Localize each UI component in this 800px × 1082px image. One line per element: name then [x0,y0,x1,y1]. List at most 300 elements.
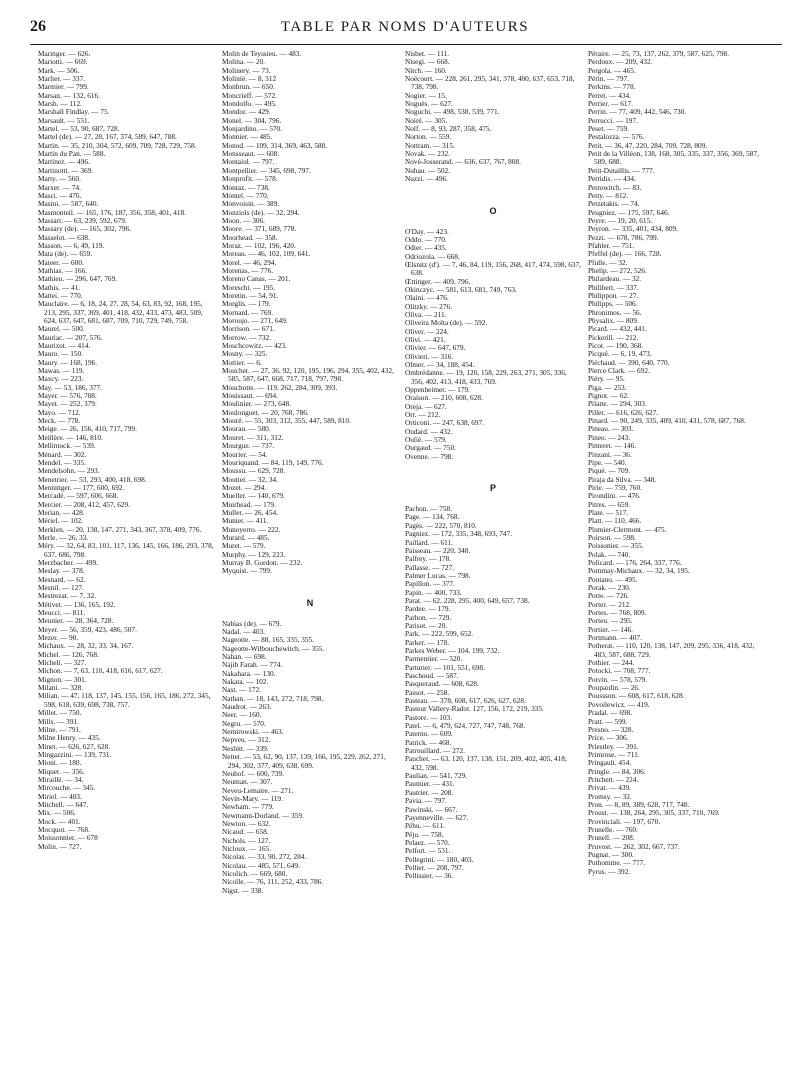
index-entry: Mateer. — 600. [38,257,84,267]
index-entry: Olivi. — 421. [405,334,446,344]
index-entry: Monel. — 304, 796. [222,115,282,125]
index-entry: Meck. — 778. [38,416,81,426]
index-entry: Patrouillard. — 272. [405,746,465,756]
index-entry: Peyron. — 335, 401, 434, 809. [588,224,678,234]
index-entry: Neer. — 160. [222,710,262,720]
index-entry: Pinteret. — 146. [588,441,637,451]
index-entry: Morrow. — 732. [222,332,271,342]
index-entry: Poissonier. — 355. [588,541,644,551]
index-entry: Martel (de). — 27, 28, 167, 374, 589, 647, 788. [38,132,177,142]
index-entry: Martel. — 53, 90, 687, 728. [38,124,120,134]
index-entry: Pfulle. — 32. [588,257,628,267]
index-entry: Molin de Teyssieu. — 483. [222,50,302,58]
index-entry: Nevin-Mary. — 119. [222,793,283,803]
index-entry: Mourier. — 54. [222,449,268,459]
index-entry: Mouré. — 55, 303, 312, 355, 447, 589, 810. [222,416,351,426]
index-entry: Pirondini. — 476. [588,491,641,501]
index-entry: Mauro. — 150. [38,349,83,359]
index-entry: Nakahara. — 130. [222,668,276,678]
index-entry: Moissonnier. — 678 [38,833,98,843]
index-entry: Presno. — 328. [588,724,634,734]
index-entry: Nemirowski. — 463. [222,727,284,737]
index-entry: Mitchell. — 647. [38,799,89,809]
index-entry: Masselot. — 638. [38,232,90,242]
index-entry: Moulinier. — 273, 648. [222,399,291,409]
index-entry: Mignon. — 301. [38,674,87,684]
index-entry: Pratt. — 599. [588,716,628,726]
index-entry: Paisseau. — 220, 348. [405,545,471,555]
index-entry: Massart. — 63, 239, 592, 679. [38,215,127,225]
index-entry: Masson. — 6, 49, 119. [38,240,105,250]
section-letter: N [306,597,314,608]
header-rule [30,44,782,45]
index-entry: Pradal. — 698. [588,708,633,718]
index-entry: Moncrieff. — 572. [222,90,277,100]
index-entry: Muret. — 579. [222,541,266,551]
index-entry: Oreja. — 627. [405,401,447,411]
index-entry: Mellintock. — 539. [38,441,96,451]
index-entry: Mouchet. — 27, 36, 92, 120, 195, 196, 294, 355, 402, 432, 585, 587, 647, 668, 717, 718, 797, 798. [222,366,394,384]
index-entry: Montel. — 770. [222,190,269,200]
index-entry: Pellegrini. — 180, 403. [405,854,474,864]
index-entry: Ménard. — 302. [38,449,87,459]
index-entry: Physalix. — 809. [588,316,639,325]
index-entry: Novak. — 232. [405,149,450,159]
index-entry: Portier. — 146. [588,624,633,634]
index-entry: Noëcourt. — 228, 261, 295, 341, 378, 400, 637, 653, 718, 738, 798. [405,74,575,92]
index-entry: Perrier. — 617. [588,99,633,109]
index-entry: Paillard. — 611. [405,537,453,547]
index-entry: Phronimos. — 56. [588,307,642,317]
index-entry: Pasteur Vallery-Radot. 127, 156, 172, 219, 335. [405,704,544,714]
index-entry: Michel. — 126, 768. [38,649,99,659]
index-entry: Parkes Weber. — 104, 199, 732. [405,645,500,655]
index-entry: Monziols (de). — 32, 294. [222,207,300,217]
index-entry: Newton. — 632. [222,818,271,828]
index-entry: Micheli. — 327. [38,658,87,668]
index-entry: Muirhead. — 179. [222,499,276,509]
index-entry: Moreno Canas. — 201. [222,274,291,284]
index-entry: Philipps. — 506. [588,299,638,309]
index-entry: Potvin. — 578, 579. [588,674,648,684]
index-entry: Privat. — 439. [588,783,631,793]
index-entry: Nigst. — 338. [222,885,264,895]
index-entry: Patrick. — 468. [405,737,452,747]
index-entry: Méry. — 32, 64, 83, 101, 117, 136, 145, 166, 186, 293, 378, 637, 686, 798. [38,541,214,559]
index-entry: Pirie. — 759, 760. [588,482,642,492]
index-entry: Molinery. — 73. [222,65,271,75]
index-entry: Mendel. — 335. [38,457,86,467]
index-entry: Pinzani. — 36. [588,449,632,459]
index-entry: Myquist. — 799. [222,566,272,576]
index-entry: Moschcowitz. — 423. [222,341,287,351]
index-entry: Mauclaire. — 6, 18, 24, 27, 28, 54, 63, 83, 92, 168, 195, 213, 295, 337, 369, 401, 418, 432, 433, 473, 483, 509, 624, 637, 647, 681, 687, 709, 710, 729, 749, 758. [38,299,203,325]
index-entry: Najib Farah. — 774. [222,660,283,670]
index-entry: Oudard. — 432. [405,426,453,436]
index-entry: Merle. — 26, 33. [38,532,89,542]
index-entry: Marmier. — 799. [38,82,89,92]
index-entry: Primrose. — 711. [588,749,640,759]
index-entry: Miraillé. — 34. [38,774,84,784]
index-entry: Pron. — 8, 89, 389, 628, 717, 748. [588,799,690,809]
index-entry: Monsseaut. — 608. [222,149,280,159]
index-entry: Marsh. — 112. [38,99,82,109]
index-entry: Martinotti. — 369. [38,165,94,175]
index-entry: Mestrezat. — 7, 32. [38,591,96,601]
index-entry: Norton. — 559. [405,132,452,142]
index-entry: Moutier. — 32, 34. [222,474,278,484]
index-entry: Pezzi. — 678, 786, 799. [588,232,659,242]
index-entry: Masmonteil. — 165, 176, 187, 356, 358, 401, 418. [38,207,186,217]
index-entry: Parmentier. — 520. [405,654,463,664]
index-entry: Murray B. Gordon. — 232. [222,557,303,567]
index-entry: Morenas. — 776. [222,265,274,275]
section-letter: O [489,205,497,216]
index-entry: Mercadé. — 597, 606, 668. [38,491,119,501]
index-entry: Plate. — 517. [588,507,629,517]
index-entry: Pilatte. — 294, 303. [588,399,647,409]
index-entry: Martin du Pan. — 588. [38,149,106,159]
index-entry: Petit. — 36, 47, 220, 284, 709, 728, 809. [588,140,708,150]
index-entry: Pagniez. — 172, 335, 348, 693, 747. [405,529,513,539]
index-entry: Priestley. — 391. [588,741,639,751]
index-entry: Nabias (de). — 679. [222,618,282,628]
index-entry: Petridis. — 434. [588,174,636,184]
index-entry: Olaini. — 476. [405,293,449,303]
page-title: TABLE PAR NOMS D'AUTEURS [280,19,530,35]
index-entry: Menetrier. — 53, 293, 400, 418, 698. [38,474,147,484]
index-entry: Moore. — 371, 689, 778. [222,224,297,234]
index-entry: Marsan. — 132, 616. [38,90,101,100]
index-entry: Michaux. — 28, 32, 33, 34, 167. [38,641,134,651]
index-entry: Piga. — 253. [588,382,627,392]
index-entry: Michon. — 7, 63, 110, 418, 616, 617, 627. [38,666,163,676]
index-column-2 [222,50,398,1078]
index-entry: Ourgaud. — 750. [405,443,456,453]
page-header [30,16,780,38]
index-entry: Pritchett. — 224. [588,774,639,784]
index-entry: Pugnat. — 300. [588,850,634,859]
index-entry: Mouissaut. — 694. [222,391,278,401]
index-entry: Pastore. — 103. [405,712,453,722]
index-entry: Péhu. — 611. [405,821,445,831]
index-entry: Morrison. — 671. [222,324,275,334]
index-entry: Nuhau. — 502. [405,165,450,175]
index-entry: Nageotte. — 88, 165, 335, 355. [222,635,315,645]
index-entry: Perrucci. — 197. [588,115,638,125]
index-entry: Moon. — 306. [222,215,265,225]
index-entry: Peyre. — 19, 20, 615. [588,215,653,225]
index-entry: Oppenheimer. — 179. [405,385,470,395]
index-entry: Oliva. — 211. [405,309,447,319]
index-entry: Perrin. — 77, 409, 442, 546, 730. [588,107,687,117]
index-entry: Mondolfo. — 495. [222,99,277,109]
index-entry: Philardeau. — 32. [588,274,642,284]
index-entry: Murphy. — 129, 223. [222,549,286,559]
index-entry: Nathan. — 18, 143, 272, 718, 798. [222,693,324,703]
index-entry: Meyer. — 56, 359, 423, 486, 507. [38,624,137,634]
index-entry: Périn. — 797. [588,74,629,84]
index-entry: Mix. — 506. [38,808,76,818]
index-entry: Petzetakis. — 74. [588,199,640,209]
index-entry: Menninger. — 177, 600, 692. [38,482,125,492]
index-entry: Papin. — 400, 733. [405,587,462,597]
index-entry: Ombrédanne. — 19, 120, 158, 229, 263, 271, 305, 336, 356, 402, 413, 418, 433, 769. [405,368,567,386]
index-entry: Pineau. — 303. [588,424,634,434]
index-entry: Pellissier. — 36. [405,871,454,881]
index-entry: Pignot. — 62. [588,391,629,401]
index-entry: Pontano. — 495. [588,574,638,584]
index-entry: Monnier. — 485. [222,132,273,142]
index-entry: Moulonguet. — 20, 768, 786. [222,407,309,417]
index-entry: Pautrier. — 208. [405,787,454,797]
index-entry: Passot. — 258. [405,687,450,697]
index-entry: Povoilewicz. — 419. [588,699,650,709]
index-entry: Mourau. — 580. [222,424,271,434]
index-entry: Milne Henry. — 435. [38,733,101,743]
index-entry: Pringault. 454. [588,758,632,768]
index-entry: Moorhead. — 358. [222,232,278,242]
index-entry: Parturier. — 101, 551, 698. [405,662,485,672]
index-entry: Mills. — 391. [38,716,79,726]
index-entry: Mendelsohn. — 293. [38,466,100,476]
index-entry: Provinciali. — 197, 670. [588,816,661,826]
index-entry: Milian. — 47, 118, 137, 145, 155, 156, 165, 186, 272, 345, 598, 618, 639, 698, 738, 757. [38,691,211,709]
index-entry: Molin. — 727. [38,841,82,851]
index-entry: Moreau. — 46, 102, 109, 641. [222,249,311,259]
index-entry: Piraja da Silva. — 348. [588,474,657,484]
index-entry: Murard. — 485. [222,532,270,542]
index-entry: Peugniez. — 175, 597, 646. [588,207,670,217]
index-entry: Olivieri. — 316. [405,351,454,361]
index-entry: Moraz. — 102, 196, 420. [222,240,296,250]
index-entry: Perkins. — 778. [588,82,636,92]
index-entry: Promsy. — 32. [588,791,632,801]
index-entry: Nolf. — 8, 93, 287, 358, 475. [405,124,492,134]
index-entry: Proust. — 138, 264, 295, 305, 337, 710, 769. [588,808,720,818]
index-entry: Poirson. — 598. [588,532,636,542]
index-entry: Noiré. — 305. [405,115,448,125]
index-entry: Milne. — 791. [38,724,81,734]
index-entry: Paschoud. — 587. [405,671,459,680]
index-entry: Monjardino. — 570. [222,124,282,134]
index-entry: Plumier-Clermont. — 475. [588,524,667,534]
index-entry: Mata (de). — 659. [38,249,93,259]
index-entry: Piéchaud. — 390, 640, 770. [588,357,670,367]
index-entry: Marxer. — 74. [38,182,81,192]
index-entry: Molina. — 20. [222,57,265,67]
index-entry: Montaz. — 738. [222,182,270,192]
index-entry: Pinard. — 90, 249, 335, 409, 410, 431, 578, 687, 768. [588,416,746,426]
index-entry: Pierce Clark. — 692. [588,366,650,376]
index-entry: Pergola. — 465. [588,65,636,75]
index-entry: Marsault. — 551. [38,115,90,125]
index-entry: Pasqueraud. — 608, 628. [405,679,479,689]
index-entry: Mark. — 506. [38,65,80,75]
index-entry: Mariotti. — 669. [38,57,88,67]
index-entry: Palmer Lucas. — 798. [405,570,471,580]
index-entry: Nisegi. — 668. [405,57,450,67]
index-entry: Pelaez. — 570. [405,837,450,847]
index-entry: Negru. — 570. [222,718,266,728]
index-entry: Petit de la Villéon, 138, 168, 305, 335, 337, 356, 369, 587, 589, 688. [588,149,759,167]
index-entry: Massary (de). — 165, 302, 796. [38,224,132,234]
index-entry: Mawas. — 119. [38,366,85,376]
index-entry: Oulié. — 579. [405,435,447,445]
index-entry: Moreschi. — 195. [222,282,276,292]
index-entry: Monbrun. — 650. [222,82,275,92]
index-entry: Pringle. — 84, 306. [588,766,646,776]
index-entry: Parhon. — 729. [405,612,452,622]
index-column-4 [588,50,764,1078]
index-entry: Marlier. — 337. [38,74,86,84]
index-entry: Policard. — 176, 264, 337, 776. [588,557,682,567]
index-entry: Oliver. — 224. [405,326,449,336]
index-entry: Péju. — 758. [405,829,444,839]
index-entry: Peset. — 759. [588,124,629,134]
index-entry: Mircouche. — 345. [38,783,96,793]
index-entry: Mosny. — 325. [222,349,268,359]
index-entry: Péraire. — 25, 73, 137, 262, 379, 587, 625, 798. [588,50,730,58]
index-entry: Neveu-Lemaire. — 271. [222,785,294,795]
index-entry: Munier. — 411. [222,516,269,526]
index-entry: Neuhof. — 600, 739. [222,768,285,778]
index-entry: Monprofit. — 578. [222,174,278,184]
index-entry: Pagès. — 222, 570, 810. [405,520,477,530]
index-entry: Orticoni. — 247, 638, 697. [405,418,485,428]
index-entry: Pauchet. — 63, 120, 137, 138, 151, 209, 402, 405, 418, 432, 598. [405,754,567,772]
index-entry: Netter. — 53, 62, 90, 137, 139, 166, 195, 229, 262, 271, 294, 302, 377, 409, 638, 699. [222,752,386,770]
index-entry: Mesnard. — 62. [38,574,86,584]
index-entry: Patel. — 6, 479, 624, 727, 747, 748, 768. [405,721,526,731]
index-entry: Milani. — 328. [38,683,83,693]
index-entry: Puthomme. — 777. [588,858,646,868]
index-entry: Olitzky. — 276. [405,301,452,311]
index-entry: Merzbacher. — 499. [38,557,98,567]
index-entry: Price. — 306. [588,733,629,743]
index-entry: Petty. — 812. [588,190,629,200]
index-entry: Pellier. — 208, 797. [405,862,464,872]
index-entry: Perret. — 434. [588,90,631,100]
index-entry: Olivier. — 647, 679. [405,343,466,353]
index-entry: Mériel. — 102. [38,516,83,526]
index-entry: Piéry. — 95. [588,374,625,384]
index-entry: Pasteau. — 378, 608, 617, 626, 627, 628. [405,696,526,706]
index-entry: Œlsnitz (d'). — 7, 46, 84, 119, 156, 268, 417, 474, 598, 637, 638. [405,259,581,278]
index-entry: Odriozola. — 668. [405,251,460,261]
index-entry: Montpellier. — 345, 698, 797. [222,165,311,175]
index-entry: Mathieu. — 296, 647, 769. [38,274,118,284]
index-entry: Phelip. — 272, 526. [588,265,647,275]
index-entry: Ovenne. — 798. [405,451,454,461]
index-entry: Miquet. — 356. [38,766,85,776]
index-entry: Nichols. — 127. [222,835,271,845]
index-entry: Pallasse. — 727. [405,562,455,572]
index-entry: Parisot. — 20. [405,620,448,630]
index-entry: Moussu. — 629, 728. [222,466,286,476]
index-entry: Pitres. — 659. [588,499,631,509]
index-entry: Martinez. — 496. [38,157,90,167]
index-entry: Nadal. — 403. [222,627,265,636]
index-entry: Parat. — 62, 228, 295, 400, 649, 657, 738. [405,595,530,605]
page-number: 26 [30,18,46,35]
index-entry: Pachon. — 758. [405,504,453,514]
index-entry: Monvoisin. — 389. [222,199,280,209]
index-entry: Nisbet. — 111. [405,50,450,58]
index-entry: Maxcy. — 223. [38,374,84,384]
index-entry: Merian. — 428. [38,507,85,517]
index-entry: Nuzzi. — 496. [405,174,448,184]
index-entry: Martin. — 35, 210, 304, 572, 609, 709, 728, 729, 758. [38,140,197,150]
index-entry: Naudrot. — 263. [222,702,272,712]
index-entry: Mesnil. — 127. [38,583,84,592]
index-entry: Picot. — 190, 368. [588,341,644,351]
index-entry: Œttinger. — 409, 796. [405,276,471,286]
index-entry: Mathis. — 41. [38,282,81,292]
index-entry: Petit-Dutaillis. — 777. [588,165,655,175]
index-entry: Marty. — 560. [38,174,81,184]
index-column-1 [38,50,214,1078]
index-entry: Meucci. — 811. [38,608,86,618]
index-entry: Nicolle. — 76, 111, 252, 433, 786. [222,877,324,887]
index-entry: Pickerill. — 212. [588,332,639,342]
index-entry: Masci. — 476. [38,190,82,200]
index-entry: Mingazzini. — 139, 731. [38,749,112,759]
index-entry: Prunell. — 208. [588,833,635,843]
index-entry: Paumier. — 431. [405,779,455,789]
index-entry: Nast. — 172. [222,685,261,695]
index-entry: May. — 53, 186, 377. [38,382,102,392]
index-entry: Nicolich. — 669, 680. [222,868,288,878]
index-entry: Pfeffel (de). — 166, 728. [588,249,662,259]
index-entry: Nové-Josserand. — 636, 637, 767, 808. [405,157,521,167]
index-entry: Nitch. — 160. [405,65,447,75]
index-entry: Nottram. — 315. [405,140,455,150]
index-entry: Mornard. — 769. [222,307,274,317]
index-entry: Platt. — 110, 466. [588,516,642,526]
index-entry: Odier. — 435. [405,243,447,253]
index-entry: Mocquot. — 768. [38,824,90,834]
index-entry: Mourgue. — 737. [222,441,275,451]
index-entry: Paterno. — 609. [405,729,453,739]
index-entry: Nepveu. — 312. [222,735,271,745]
index-entry: Nageotte-Wilbouchewitch. — 355. [222,643,325,653]
index-entry: Park. — 222, 599, 652. [405,629,474,639]
index-entry: Moroujo. — 271, 649. [222,316,288,325]
index-entry: Mock. — 401. [38,816,81,826]
index-entry: Munoyerro. — 222. [222,524,281,534]
index-entry: Moretin. — 54, 91. [222,290,279,300]
index-entry: Potherat. — 110, 120, 138, 147, 209, 295, 336, 418, 432, 483, 587, 688, 729. [588,641,755,659]
index-entry: Picard. — 432, 441. [588,324,647,334]
index-entry: Mioni. — 180. [38,758,82,768]
index-entry: Métivet. — 136, 165, 192. [38,599,116,609]
index-entry: Monod. — 109, 314, 369, 463, 588. [222,140,327,150]
index-entry: Pommay-Michaux. — 32, 34, 195. [588,566,690,576]
index-entry: Pruvost. — 262, 302, 667, 737. [588,841,680,851]
index-entry: Porak. — 230. [588,583,631,592]
index-entry: Pestalozza. — 576. [588,132,645,142]
index-entry: Meunier. — 28, 364, 728. [38,616,114,626]
index-entry: Meillère. — 146, 810. [38,432,103,442]
index-entry: Nicloux. — 165. [222,843,272,853]
index-entry: Molinié. — 8, 312 [222,74,277,84]
index-entry: Oliveira Molta (de). — 592. [405,318,488,328]
index-entry: Nakata. — 102. [222,677,269,687]
index-entry: Papillon. — 377. [405,579,455,589]
index-entry: Marshall Findlay. — 75. [38,107,110,117]
index-entry: Newham. — 779. [222,802,274,812]
